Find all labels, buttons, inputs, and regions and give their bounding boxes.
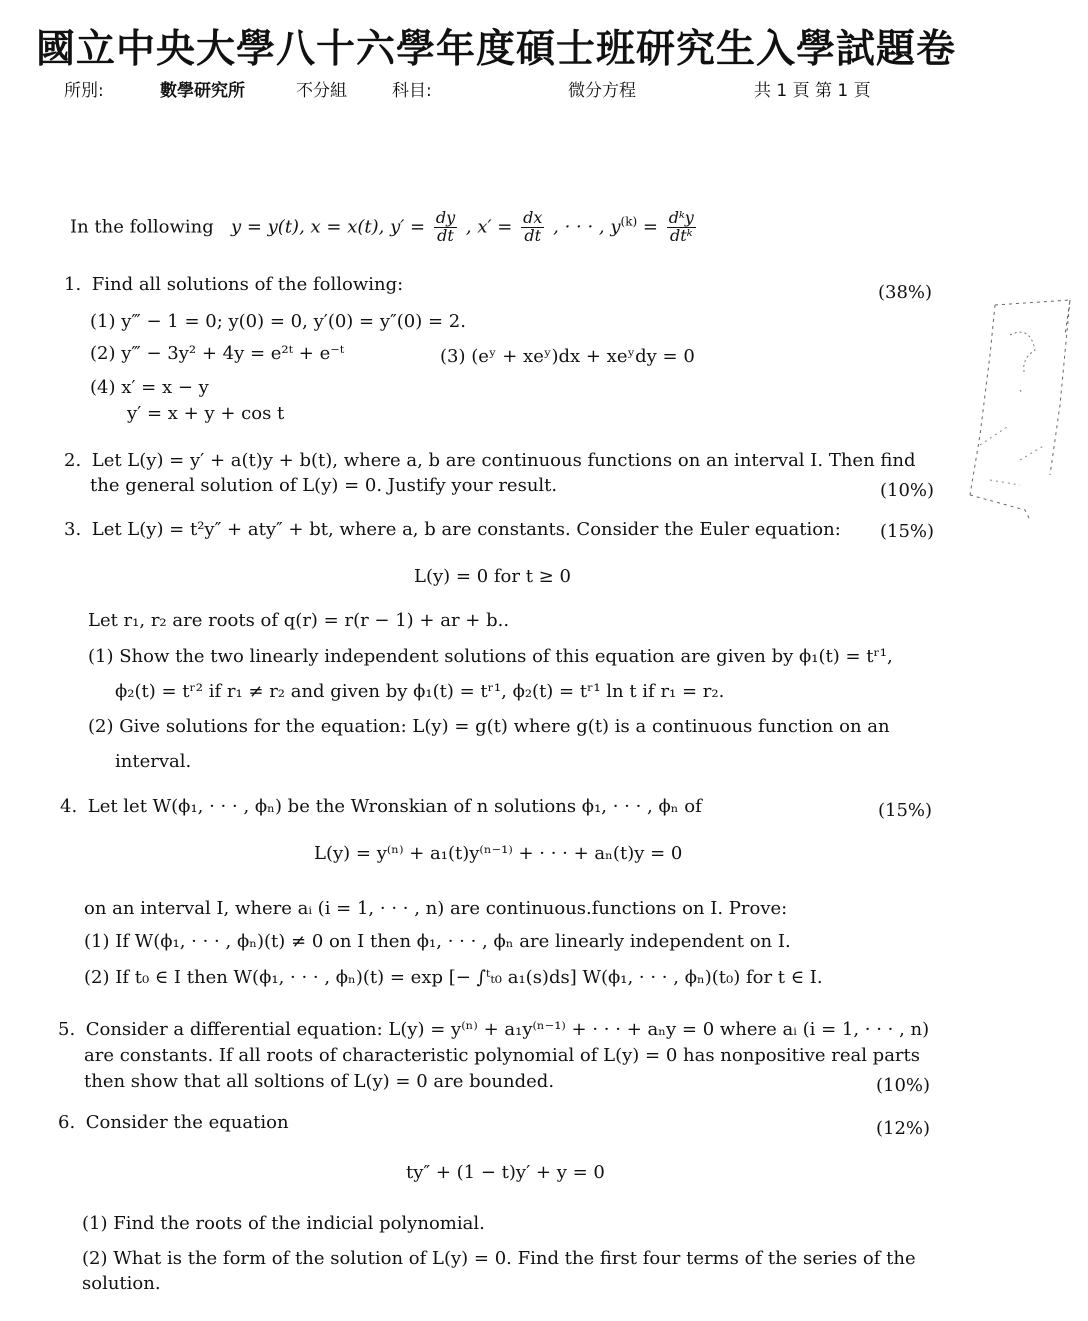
subject-label: 科目: (392, 81, 432, 101)
intro-line (70, 210, 699, 245)
question-6-line-2: (2) What is the form of the solution of L(y) = 0. Find the first four terms of the series of the (82, 1248, 916, 1269)
question-5-line-1: Consider a differential equation: L(y) = y⁽ⁿ⁾ + a₁y⁽ⁿ⁻¹⁾ + · · · + aₙy = 0 where aᵢ (i = 1, · · · , n) (85, 1019, 930, 1040)
fraction-dy-dt: $\frac{dy}{dt}$ (435, 208, 456, 245)
question-5-line-3: then show that all soltions of L(y) = 0 are bounded. (84, 1071, 555, 1092)
intro-text-d: = (642, 216, 658, 238)
question-6-line-1: (1) Find the roots of the indicial polynomial. (82, 1213, 485, 1234)
fraction-dx-dt: $\frac{dx}{dt}$ (523, 208, 543, 245)
faint-stamp-mark (950, 295, 1075, 525)
question-4-percent: (15%) (878, 800, 933, 821)
question-2-line-1: Let L(y) = y′ + a(t)y + b(t), where a, b are continuous functions on an interval I. Then find (91, 450, 916, 471)
question-2-percent: (10%) (880, 480, 935, 501)
question-4-line-1: on an interval I, where aᵢ (i = 1, · · · , n) are continuous.functions on I. Prove: (84, 898, 788, 919)
exam-title: 國立中央大學八十六學年度碩士班研究生入學試題卷 (36, 26, 957, 72)
question-1-part-1: (1) y‴ − 1 = 0; y(0) = 0, y′(0) = y″(0) = 2. (90, 311, 466, 332)
question-4-equation: L(y) = y⁽ⁿ⁾ + a₁(t)y⁽ⁿ⁻¹⁾ + · · · + aₙ(t)y = 0 (314, 843, 683, 864)
question-6-line-3: solution. (82, 1273, 161, 1294)
question-4-line-3: (2) If t₀ ∈ I then W(ϕ₁, · · · , ϕₙ)(t) = exp [− ∫ᵗₜ₀ a₁(s)ds] W(ϕ₁, · · · , ϕₙ)(t₀) for t ∈ I. (84, 967, 823, 988)
intro-text-c: , · · · , y (553, 216, 621, 238)
question-1: 1. Find all solutions of the following: (64, 274, 404, 295)
question-2: 2. Let L(y) = y′ + a(t)y + b(t), where a, b are continuous functions on an interval I. Then find (64, 450, 916, 471)
question-1-percent: (38%) (878, 282, 933, 303)
subject-value: 微分方程 (568, 81, 636, 101)
question-6: 6. Consider the equation (58, 1112, 289, 1133)
question-6-stem: Consider the equation (85, 1112, 289, 1133)
question-5-percent: (10%) (876, 1075, 931, 1096)
intro-sup-k: (k) (620, 214, 638, 229)
question-3-line-1: Let r₁, r₂ are roots of q(r) = r(r − 1) + ar + b.. (88, 610, 510, 631)
dept-value: 數學研究所 (160, 81, 245, 101)
question-3-equation: L(y) = 0 for t ≥ 0 (414, 566, 571, 587)
question-1-part-3: (3) (eʸ + xeʸ)dx + xeʸdy = 0 (440, 346, 695, 367)
intro-lead: In the following (70, 216, 214, 238)
question-4-stem: Let let W(ϕ₁, · · · , ϕₙ) be the Wronskian of n solutions ϕ₁, · · · , ϕₙ of (87, 796, 702, 817)
question-1-stem: Find all solutions of the following: (91, 274, 404, 295)
fraction-dky-dtk: $\frac{\text{dᵏy}}{\text{dtᵏ}}$ (668, 208, 694, 245)
question-3-line-3: ϕ₂(t) = tʳ² if r₁ ≠ r₂ and given by ϕ₁(t) = tʳ¹, ϕ₂(t) = tʳ¹ ln t if r₁ = r₂. (115, 681, 725, 702)
dept-label: 所別: (64, 81, 104, 101)
intro-text-a: y = y(t), x = x(t), y′ = (230, 216, 426, 238)
intro-text-b: , x′ = (465, 216, 513, 238)
question-1-part-2: (2) y‴ − 3y² + 4y = e²ᵗ + e⁻ᵗ (90, 343, 345, 364)
question-3-percent: (15%) (880, 521, 935, 542)
question-5-line-2: are constants. If all roots of characteristic polynomial of L(y) = 0 has nonpositive real parts (84, 1045, 921, 1066)
question-1-part-4-line-2: y′ = x + y + cos t (127, 403, 285, 424)
question-3-line-2: (1) Show the two linearly independent solutions of this equation are given by ϕ₁(t) = tʳ¹, (88, 646, 893, 667)
question-6-equation: ty″ + (1 − t)y′ + y = 0 (406, 1162, 605, 1183)
question-1-part-4-line-1: (4) x′ = x − y (90, 377, 209, 398)
question-3-stem: Let L(y) = t²y″ + aty″ + bt, where a, b are constants. Consider the Euler equation: (91, 519, 841, 540)
question-3-line-4: (2) Give solutions for the equation: L(y) = g(t) where g(t) is a continuous function on an (88, 716, 890, 737)
group-value: 不分組 (296, 81, 347, 101)
question-3-line-5: interval. (115, 751, 192, 772)
question-5: 5. Consider a differential equation: L(y) = y⁽ⁿ⁾ + a₁y⁽ⁿ⁻¹⁾ + · · · + aₙy = 0 where aᵢ (i = 1, · · · , n) (58, 1019, 930, 1040)
question-3: 3. Let L(y) = t²y″ + aty″ + bt, where a, b are constants. Consider the Euler equation: (64, 519, 841, 540)
question-2-line-2: the general solution of L(y) = 0. Justify your result. (90, 475, 558, 496)
question-4: 4. Let let W(ϕ₁, · · · , ϕₙ) be the Wronskian of n solutions ϕ₁, · · · , ϕₙ of (60, 796, 702, 817)
question-4-line-2: (1) If W(ϕ₁, · · · , ϕₙ)(t) ≠ 0 on I then ϕ₁, · · · , ϕₙ are linearly independent on I. (84, 931, 791, 952)
page-count: 共 1 頁 第 1 頁 (754, 81, 871, 101)
question-6-percent: (12%) (876, 1118, 931, 1139)
